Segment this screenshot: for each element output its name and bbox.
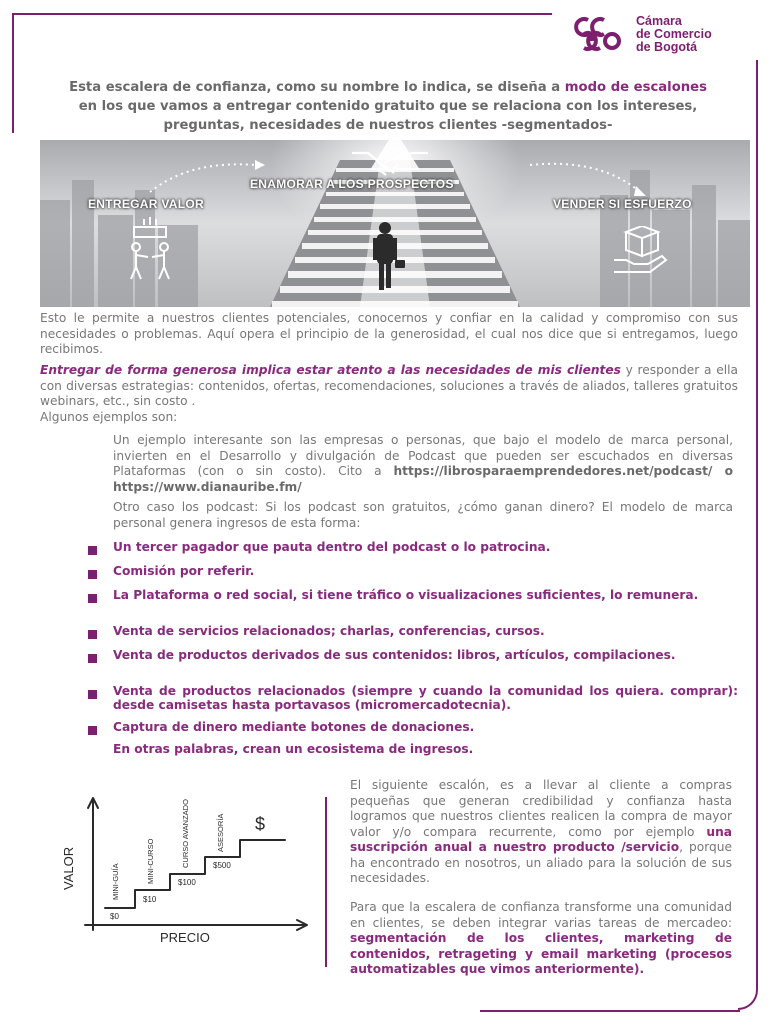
box-hand-icon [612, 226, 668, 274]
paragraph-escalera-highlight: segmentación de los clientes, marketing de contenidos, retrageting y email marketing (procesos automatizables que vimos anteriormente). [350, 931, 732, 976]
frame-bottom-line [480, 1010, 740, 1012]
link-libros-emprendedores[interactable]: https://librosparaemprendedores.net/podcast/ [393, 464, 713, 478]
paragraph-podcast-text: Un ejemplo interesante son las empresas o personas, que bajo el modelo de marca personal, invierten en el Desarrollo y divulgación de Podcast que pueden ser escuchados en diversas Plataformas (con o sin costo). Cito a [113, 433, 733, 478]
intro-paragraph [58, 78, 718, 135]
step-price: $10 [143, 895, 157, 904]
ccb-logo-text [636, 15, 712, 54]
paragraph-escalon-text: El siguiente escalón, es a llevar al cliente a compras pequeñas que generan credibilidad y confianza hasta logramos que nuestros clientes realicen la compra de mayor valor y/o compara recurrente, como por ejemplo [350, 778, 732, 839]
paragraph-escalon-highlight: una suscripción anual a nuestro producto /servicio [350, 824, 732, 854]
ccb-logo-mark-icon [570, 16, 632, 52]
bullet-marker [88, 654, 97, 663]
paragraph-entregar-emphasis: Entregar de forma generosa implica estar atento a las necesidades de mis clientes [40, 363, 621, 377]
step-name: MINI-CURSO [146, 838, 155, 884]
paragraph-escalon-rest: , porque ha encontrado en nosotros, un aliado para la solución de sus necesidades. [350, 840, 732, 885]
paragraph-escalera-text: Para que la escalera de confianza transforme una comunidad en clientes, se deben integrar varias tareas de mercadeo: [350, 900, 732, 930]
intro-text-2: en los que vamos a entregar contenido gratuito que se relaciona con los intereses, preguntas, necesidades de nuestros clientes -segmentados- [78, 99, 698, 133]
step-price: $100 [178, 878, 196, 887]
value-price-steps-diagram [55, 790, 315, 950]
bullet-marker [88, 594, 97, 603]
x-axis-label: PRECIO [160, 930, 210, 945]
paragraph-podcast-example [113, 433, 733, 495]
step-price: $0 [110, 912, 119, 921]
ccb-logo [570, 14, 755, 54]
step-name: ASESORÍA [216, 813, 225, 852]
paragraph-siguiente-escalon [350, 778, 732, 887]
frame-top-line [12, 13, 552, 15]
bullet-text: Un tercer pagador que pauta dentro del podcast o lo patrocina. [113, 540, 551, 554]
step-name: MINI-GUÍA [111, 863, 120, 900]
bullet-text: Captura de dinero mediante botones de donaciones. [113, 720, 475, 734]
intro-highlight: modo de escalones [564, 80, 707, 95]
bullet-marker [88, 570, 97, 579]
paragraph-generosidad: Esto le permite a nuestros clientes potenciales, conocernos y confiar en la calidad y compromiso con sus necesidades o problemas. Aquí opera el principio de la generosidad, el cual nos dice que si entregamos, luego recibimos. [40, 311, 738, 356]
y-axis-label: VALOR [61, 846, 76, 890]
section-divider [325, 797, 327, 967]
steps-line [105, 840, 285, 908]
paragraph-entregar [40, 363, 738, 425]
bullet-text: Venta de productos derivados de sus contenidos: libros, artículos, compilaciones. [113, 648, 676, 662]
list-item [88, 720, 738, 735]
list-item [88, 648, 738, 663]
bullet-marker [88, 630, 97, 639]
label-enamorar-prospectos: ENAMORAR A LOS PROSPECTOS [250, 177, 454, 191]
paragraph-examples-intro: Algunos ejemplos son: [40, 409, 178, 424]
bullet-marker [88, 546, 97, 555]
money-people-icon [128, 215, 174, 281]
step-price: $500 [213, 861, 231, 870]
step-name: CURSO AVANZADO [181, 799, 190, 868]
paragraph-podcast-ingresos: Otro caso los podcast: Si los podcast son gratuitos, ¿cómo ganan dinero? El modelo de marca personal genera ingresos de esta forma: [113, 500, 733, 530]
list-item [88, 564, 738, 579]
bullet-text: La Plataforma o red social, si tiene tráfico o visualizaciones suficientes, lo remunera. [113, 588, 699, 602]
logo-line-3: de Bogotá [636, 39, 698, 54]
logo-line-2: de Comercio [636, 26, 712, 41]
bullet-text: Venta de productos relacionados (siempre y cuando la comunidad los quiera. comprar): desde camisetas hasta portavasos (micromercadotecnia). [113, 684, 738, 712]
link-joiner: o [712, 464, 733, 478]
dollar-icon: $ [255, 814, 266, 834]
bullet-marker [88, 690, 97, 699]
link-diana-uribe[interactable]: https://www.dianauribe.fm/ [113, 479, 302, 494]
bullet-text: Venta de servicios relacionados; charlas, conferencias, cursos. [113, 624, 545, 638]
list-item [88, 624, 738, 639]
label-vender-si-esfuerzo: VENDER SI ESFUERZO [553, 197, 692, 211]
handshake-icon [350, 145, 430, 177]
paragraph-entregar-rest: y responder a ella con diversas estrategias: contenidos, ofertas, recomendaciones, soluciones a través de aliados, talleres gratuitos webinars, etc., sin costo . [40, 363, 738, 408]
logo-line-1: Cámara [636, 13, 682, 28]
list-item [88, 540, 738, 555]
trust-ladder-banner [40, 140, 750, 307]
label-entregar-valor: ENTREGAR VALOR [88, 197, 204, 211]
frame-left-line [12, 13, 14, 133]
paragraph-escalera-transforma [350, 900, 732, 978]
intro-text-1: Esta escalera de confianza, como su nombre lo indica, se diseña a [69, 80, 565, 95]
bullet-marker [88, 726, 97, 735]
bullet-text: Comisión por referir. [113, 564, 255, 578]
list-item [88, 588, 738, 603]
closing-statement: En otras palabras, crean un ecosistema de ingresos. [113, 742, 474, 756]
list-item [88, 684, 738, 712]
